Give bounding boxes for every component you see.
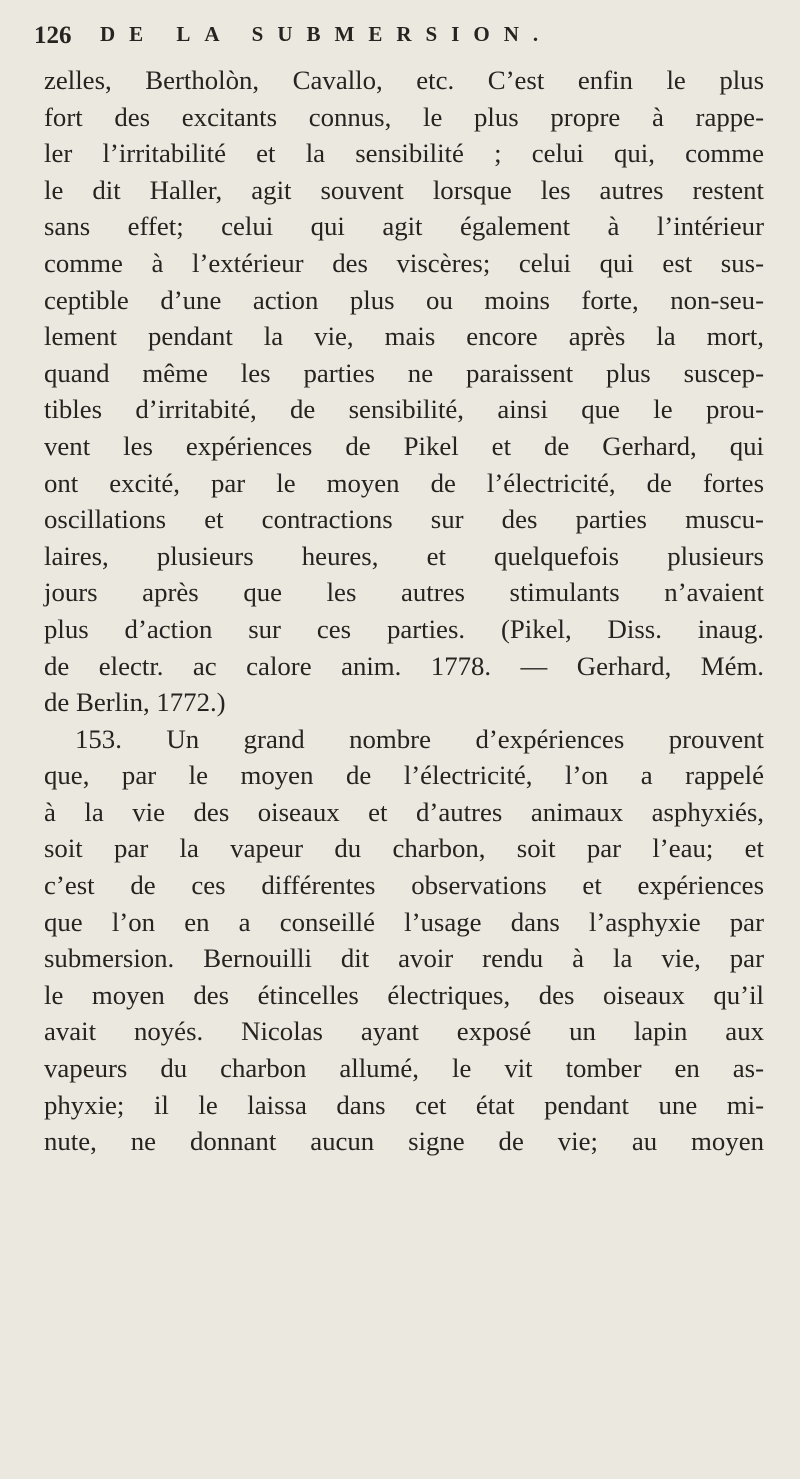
text-line: zelles, Bertholòn, Cavallo, etc. C’est enfin le plus (44, 65, 764, 95)
text-line: que, par le moyen de l’électricité, l’on a rappelé (44, 760, 764, 791)
text-line: phyxie; il le laissa dans cet état pendant une mi- (44, 1089, 764, 1120)
text-line: plus d’action sur ces parties. (Pikel, Diss. inaug. (44, 613, 764, 644)
text-line: tibles d’irritabité, de sensibilité, ainsi que le prou- (44, 394, 764, 425)
text-line: nute, ne donnant aucun signe de vie; au moyen (44, 1126, 764, 1157)
text-line: ler l’irritabilité et la sensibilité ; celui qui, comme (44, 138, 764, 169)
text-line: soit par la vapeur du charbon, soit par l’eau; et (44, 833, 764, 864)
text-line: comme à l’extérieur des viscères; celui qui est sus- (44, 247, 764, 278)
text-line: à la vie des oiseaux et d’autres animaux asphyxiés, (44, 796, 764, 827)
text-line: de electr. ac calore anim. 1778. — Gerhard, Mém. (44, 650, 764, 681)
text-line: ceptible d’une action plus ou moins forte, non-seu- (44, 284, 764, 315)
text-line: lement pendant la vie, mais encore après la mort, (44, 321, 764, 352)
text-line: 153. Un grand nombre d’expériences prouvent (75, 723, 764, 754)
text-line: que l’on en a conseillé l’usage dans l’asphyxie par (44, 906, 764, 937)
text-line: vapeurs du charbon allumé, le vit tomber en as- (44, 1053, 764, 1084)
text-line: le dit Haller, agit souvent lorsque les autres restent (44, 174, 764, 205)
text-line: jours après que les autres stimulants n’avaient (44, 577, 764, 608)
text-line: oscillations et contractions sur des parties muscu- (44, 504, 764, 535)
text-line: de Berlin, 1772.) (44, 687, 226, 718)
text-line: avait noyés. Nicolas ayant exposé un lapin aux (44, 1016, 764, 1047)
page-header (34, 14, 760, 54)
body-text (44, 62, 764, 1160)
text-line: c’est de ces différentes observations et expériences (44, 870, 764, 901)
text-line: vent les expériences de Pikel et de Gerhard, qui (44, 430, 764, 461)
text-line: fort des excitants connus, le plus propre à rappe- (44, 101, 764, 132)
text-line: ont excité, par le moyen de l’électricité, de fortes (44, 467, 764, 498)
text-line: sans effet; celui qui agit également à l’intérieur (44, 211, 764, 242)
text-line: le moyen des étincelles électriques, des oiseaux qu’il (44, 979, 764, 1010)
running-title: DE LA SUBMERSION. (100, 22, 553, 46)
page-number: 126 (34, 22, 72, 49)
text-line: quand même les parties ne paraissent plus suscep- (44, 357, 764, 388)
text-line: submersion. Bernouilli dit avoir rendu à la vie, par (44, 943, 764, 974)
text-line: laires, plusieurs heures, et quelquefois plusieurs (44, 540, 764, 571)
